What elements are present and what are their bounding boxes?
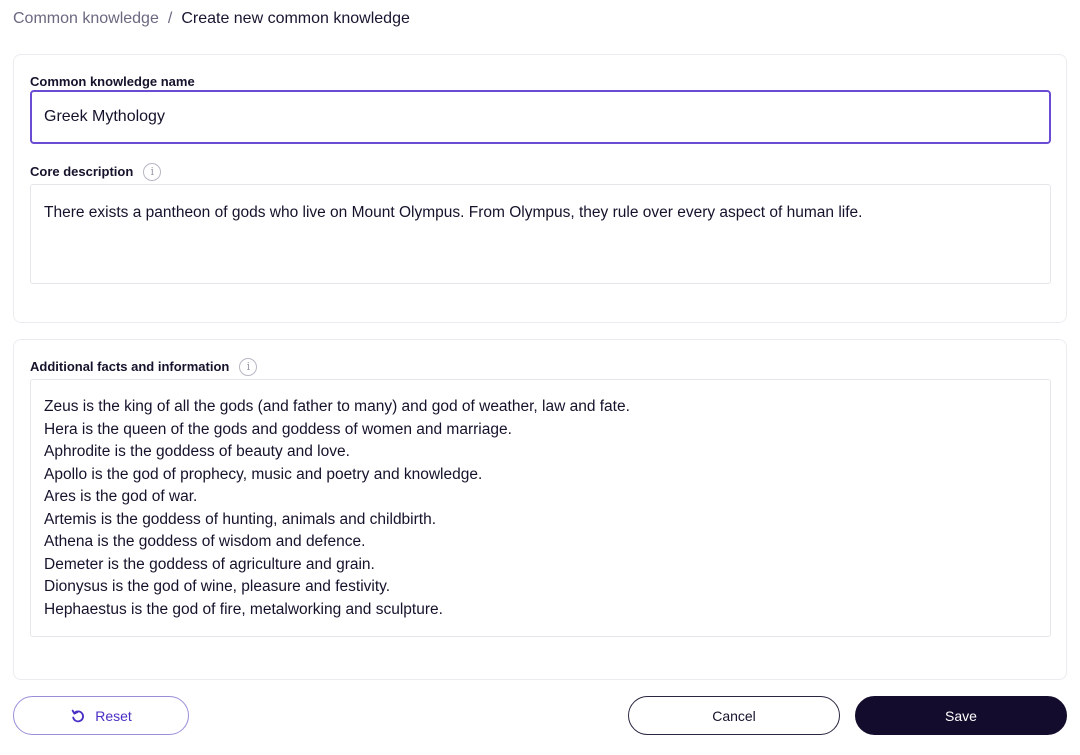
name-label (30, 73, 195, 91)
description-label-text: Core description (30, 164, 134, 179)
description-textarea[interactable] (30, 184, 1051, 284)
save-button-label: Save (945, 707, 977, 724)
breadcrumb-parent-link[interactable]: Common knowledge (13, 10, 159, 27)
save-button[interactable] (855, 696, 1067, 735)
breadcrumb-current: Create new common knowledge (181, 10, 410, 27)
reset-button-label: Reset (95, 707, 132, 724)
basic-info-card (13, 54, 1067, 323)
reset-icon (70, 708, 86, 724)
info-icon[interactable]: i (143, 163, 161, 181)
cancel-button-label: Cancel (712, 707, 756, 724)
facts-label (30, 358, 257, 376)
cancel-button[interactable] (628, 696, 840, 735)
info-icon[interactable]: i (239, 358, 257, 376)
reset-button[interactable] (13, 696, 189, 735)
facts-textarea[interactable] (30, 379, 1051, 637)
name-input[interactable] (30, 90, 1051, 144)
description-label (30, 163, 161, 181)
facts-label-text: Additional facts and information (30, 359, 230, 374)
breadcrumb (13, 8, 410, 30)
name-label-text: Common knowledge name (30, 74, 195, 89)
breadcrumb-separator: / (167, 10, 173, 27)
facts-card (13, 339, 1067, 680)
